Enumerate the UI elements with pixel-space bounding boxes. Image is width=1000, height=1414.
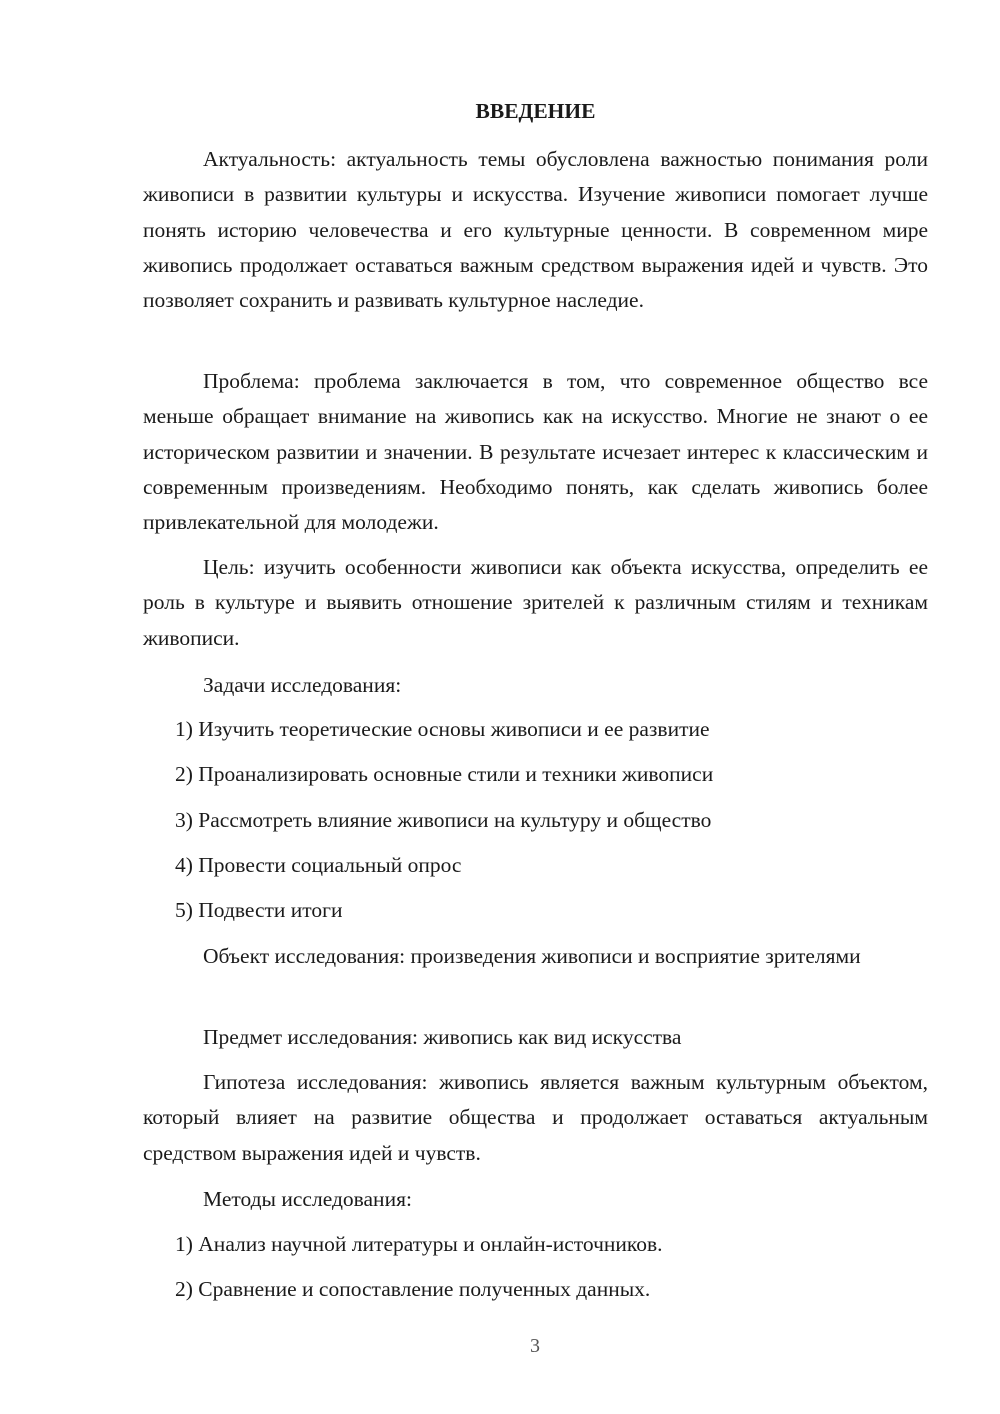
- task-item-4: 4) Провести социальный опрос: [175, 853, 462, 877]
- section-title: ВВЕДЕНИЕ: [475, 99, 596, 123]
- problem-paragraph: Проблема: проблема заключается в том, что современное общество все меньше обращает внимание на живопись как на искусство. Многие не знают о ее историческом развитии и значении. В результате исчезает интерес к классическим и современным произведениям. Необходимо понять, как сделать живопись более привлекательной для молодежи.: [143, 369, 928, 535]
- goal-paragraph: Цель: изучить особенности живописи как объекта искусства, определить ее роль в культуре и выявить отношение зрителей к различным стилям и техникам живописи.: [143, 555, 928, 650]
- object-paragraph: Объект исследования: произведения живописи и восприятие зрителями: [203, 944, 861, 968]
- task-item-1: 1) Изучить теоретические основы живописи и ее развитие: [175, 717, 710, 741]
- task-item-5: 5) Подвести итоги: [175, 898, 343, 922]
- methods-heading: Методы исследования:: [203, 1187, 412, 1211]
- task-item-2: 2) Проанализировать основные стили и техники живописи: [175, 762, 714, 786]
- method-item-2: 2) Сравнение и сопоставление полученных данных.: [175, 1277, 651, 1301]
- method-item-1: 1) Анализ научной литературы и онлайн-источников.: [175, 1232, 663, 1256]
- task-item-3: 3) Рассмотреть влияние живописи на культуру и общество: [175, 808, 712, 832]
- subject-paragraph: Предмет исследования: живопись как вид искусства: [203, 1025, 682, 1049]
- hypothesis-paragraph: Гипотеза исследования: живопись является важным культурным объектом, который влияет на развитие общества и продолжает оставаться актуальным средством выражения идей и чувств.: [143, 1070, 928, 1165]
- tasks-heading: Задачи исследования:: [203, 673, 402, 697]
- page-number: 3: [530, 1335, 540, 1357]
- relevance-paragraph: Актуальность: актуальность темы обусловлена важностью понимания роли живописи в развитии культуры и искусства. Изучение живописи помогает лучше понять историю человечества и его культурные ценности. В современном мире живопись продолжает оставаться важным средством выражения идей и чувств. Это позволяет сохранить и развивать культурное наследие.: [143, 147, 928, 313]
